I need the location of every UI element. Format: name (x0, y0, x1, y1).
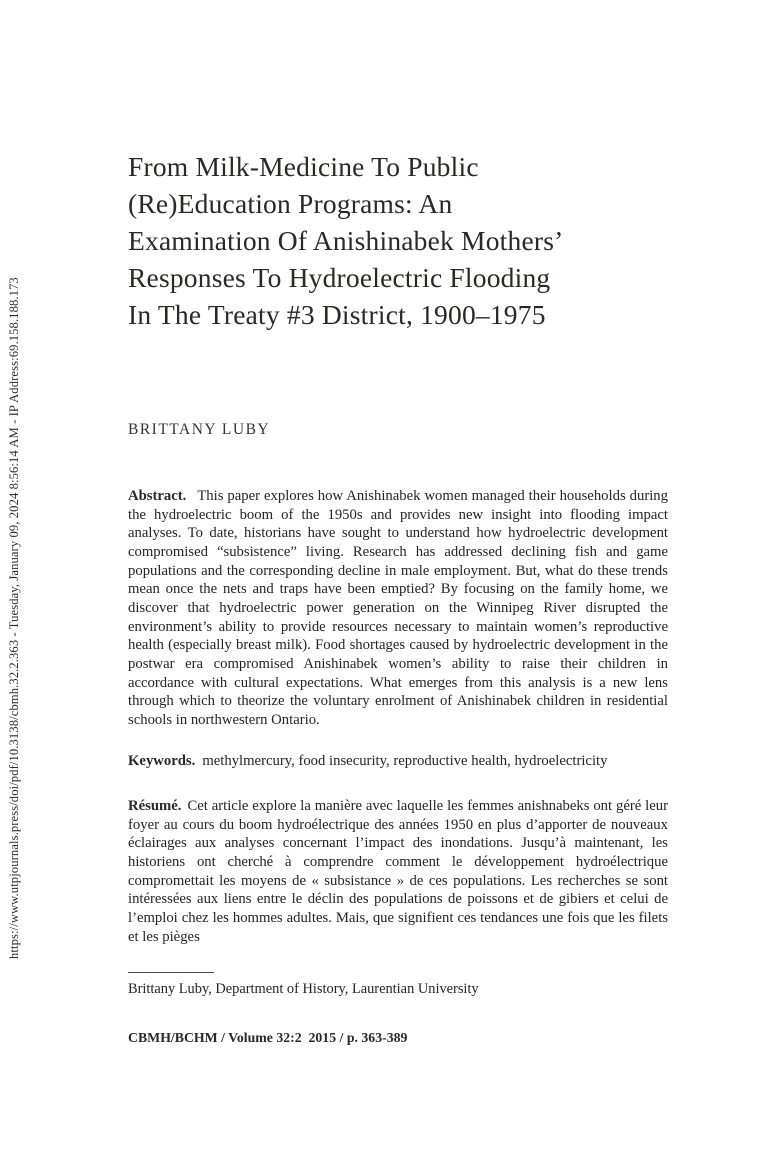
resume-paragraph (128, 797, 668, 946)
abstract-label: Abstract. (128, 488, 187, 504)
article-title-line: (Re)Education Programs: An (128, 188, 453, 219)
article-title-line: Examination Of Anishinabek Mothers’ (128, 225, 564, 256)
author-affiliation-footnote: Brittany Luby, Department of History, Laurentian University (128, 981, 479, 997)
keywords-text: methylmercury, food insecurity, reproductive health, hydroelectricity (202, 753, 608, 769)
journal-volume-info: CBMH/BCHM / Volume 32:2 2015 / p. 363-389 (128, 1030, 408, 1045)
resume-text: Cet article explore la manière avec laquelle les femmes anishnabeks ont géré leur foyer au cours du boom hydroélectrique des années 1950 en plus d’apporter de nouveaux éclairages aux analyses concernant l’impact des inondations. Jusqu’à maintenant, les historiens ont cherché à comprendre comment le développement hydroélectrique compromettait les moyens de « subsistance » de ces populations. Les recherches se sont intéressées aux liens entre le déclin des populations de poissons et de gibiers et celui de l’emploi chez les hommes adultes. Mais, que signifient ces tendances une fois que les filets et les pièges (128, 798, 668, 945)
footnote-divider (128, 972, 214, 973)
abstract-paragraph (128, 487, 668, 730)
abstract-text: This paper explores how Anishinabek women managed their households during the hydroelectric boom of the 1950s and provides new insight into flooding impact analyses. To date, historians have sought to understand how hydroelectric development compromised “subsistence” living. Research has addressed declining fish and game populations and the corresponding decline in male employment. But, what do these trends mean once the nets and traps have been emptied? By focusing on the family home, we discover that hydroelectric power generation on the Winnipeg River disrupted the environment’s ability to provide resources necessary to maintain women’s reproductive health (especially breast milk). Food shortages caused by hydroelectric development in the postwar era compromised Anishinabek women’s ability to raise their children in accordance with cultural expectations. What emerges from this analysis is a new lens through which to theorize the voluntary enrolment of Anishinabek children in residential schools in northwestern Ontario. (128, 488, 668, 728)
download-access-watermark: https://www.utpjournals.press/doi/pdf/10.3138/cbmh.32.2.363 - Tuesday, January 09, 2024 8:56:14 AM - IP Address:69.158.188.173 (7, 277, 21, 959)
article-title-line: Responses To Hydroelectric Flooding (128, 262, 551, 293)
keywords-paragraph (128, 752, 668, 771)
article-title-line: In The Treaty #3 District, 1900–1975 (128, 299, 546, 330)
resume-label: Résumé. (128, 798, 182, 814)
article-title-line: From Milk-Medicine To Public (128, 151, 479, 182)
article-title (128, 148, 668, 333)
author-name: BRITTANY LUBY (128, 421, 271, 438)
keywords-label: Keywords. (128, 753, 196, 769)
